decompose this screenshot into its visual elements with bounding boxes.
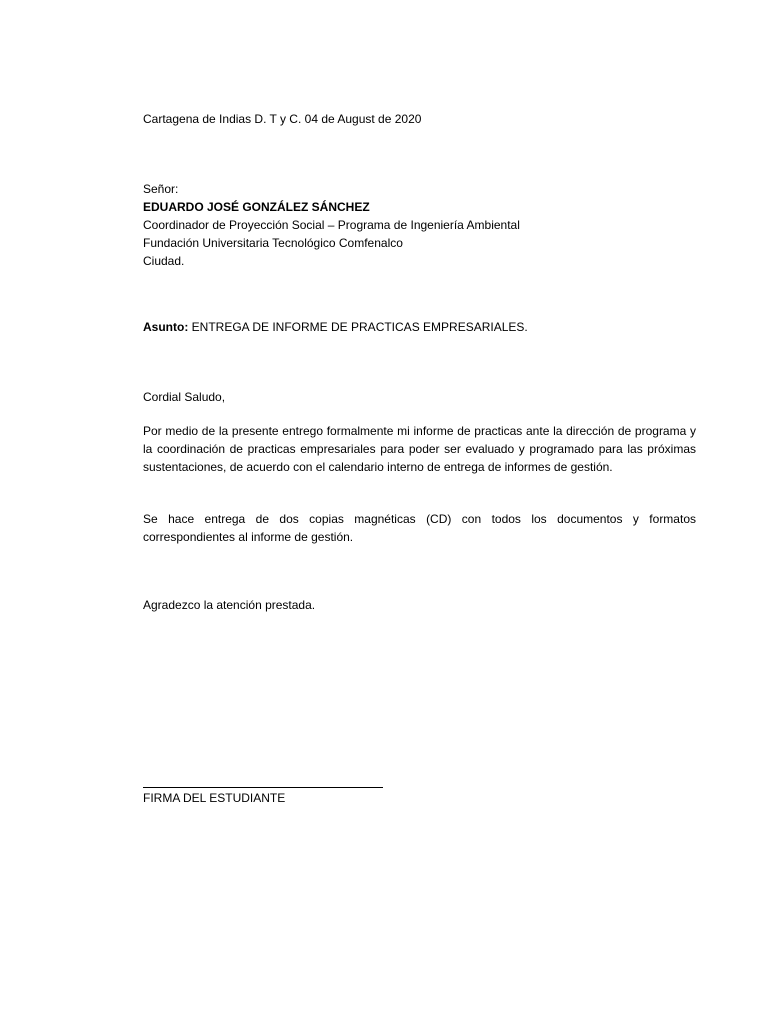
- greeting-text: Cordial Saludo,: [143, 390, 226, 404]
- recipient-block: [143, 180, 696, 270]
- body-paragraph-1-text: Por medio de la presente entrego formalmente mi informe de practicas ante la dirección de programa y la coordinación de practicas empresariales para poder ser evaluado y programado para las próximas sustentaciones, de acuerdo con el calendario interno de entrega de informes de gestión.: [143, 424, 696, 474]
- body-paragraph-2-text: Se hace entrega de dos copias magnéticas (CD) con todos los documentos y formatos correspondientes al informe de gestión.: [143, 512, 696, 544]
- closing: [143, 596, 696, 614]
- subject-label: Asunto:: [143, 320, 189, 334]
- recipient-institution: Fundación Universitaria Tecnológico Comfenalco: [143, 236, 403, 250]
- subject-line: [143, 318, 696, 336]
- body-paragraph-2: [143, 510, 696, 546]
- place-date: [143, 110, 696, 128]
- signature-line: [143, 787, 383, 788]
- signature-label: [143, 789, 696, 807]
- closing-text: Agradezco la atención prestada.: [143, 598, 316, 612]
- body-paragraph-1: [143, 422, 696, 476]
- recipient-name: EDUARDO JOSÉ GONZÁLEZ SÁNCHEZ: [143, 200, 370, 214]
- recipient-position: Coordinador de Proyección Social – Programa de Ingeniería Ambiental: [143, 218, 520, 232]
- recipient-city: Ciudad.: [143, 254, 185, 268]
- place-date-text: Cartagena de Indias D. T y C. 04 de August de 2020: [143, 112, 422, 126]
- signature-label-text: FIRMA DEL ESTUDIANTE: [143, 791, 286, 805]
- salutation: Señor:: [143, 182, 179, 196]
- subject-text: ENTREGA DE INFORME DE PRACTICAS EMPRESARIALES.: [188, 320, 528, 334]
- greeting: [143, 388, 696, 406]
